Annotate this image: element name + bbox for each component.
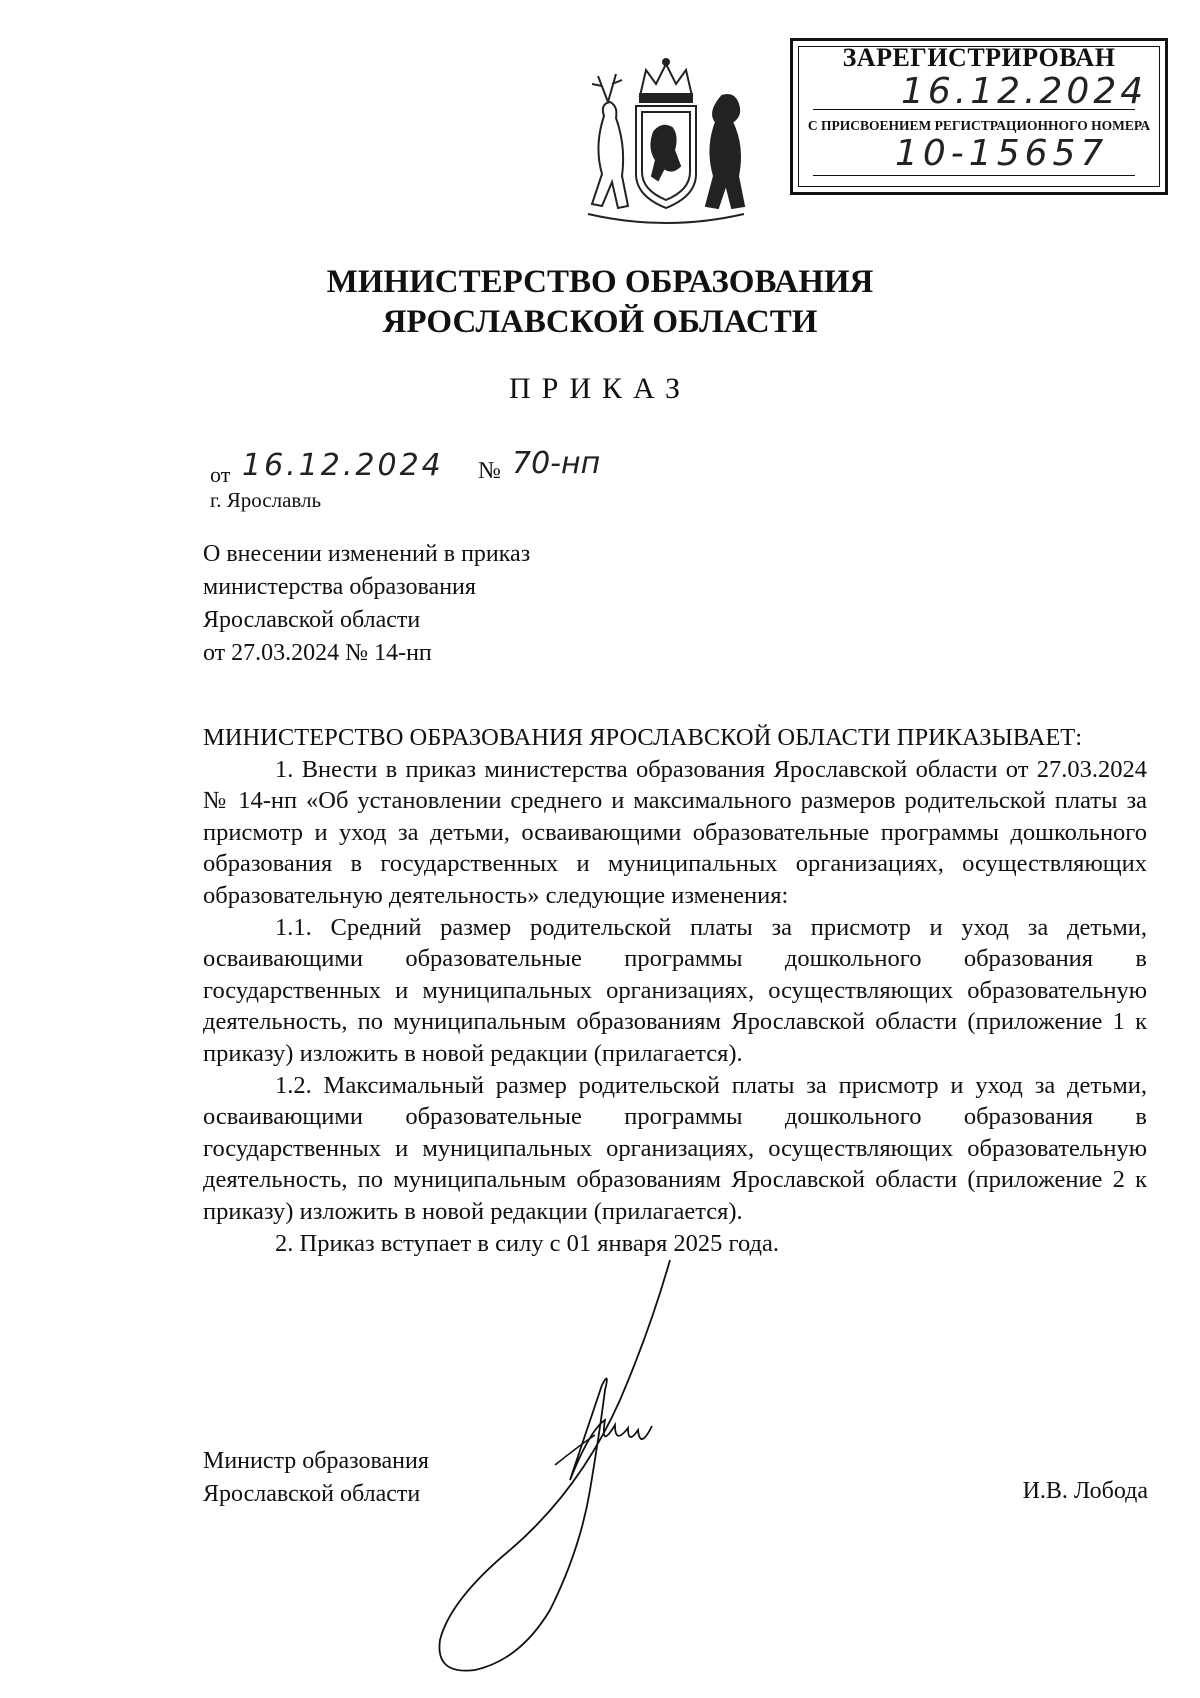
stamp-reg-number: 10-15657	[895, 133, 1109, 174]
number-label: №	[478, 458, 501, 484]
stamp-subtitle: С ПРИСВОЕНИЕМ РЕГИСТРАЦИОННОГО НОМЕРА	[807, 118, 1151, 133]
signatory-name: И.В. Лобода	[1022, 1478, 1148, 1504]
order-number: 70-нп	[512, 446, 601, 481]
signatory-position-line: Министр образования	[203, 1448, 429, 1474]
ministry-name-line2: ЯРОСЛАВСКОЙ ОБЛАСТИ	[382, 304, 818, 340]
handwritten-signature	[430, 1250, 850, 1680]
clause-1: 1. Внести в приказ министерства образования Ярославской области от 27.03.2024 № 14-нп «Об установлении среднего и максимального размеров родительской платы за присмотр и уход за детьми, осваивающими образовательные программы дошкольного образования в государственных и муниципальных организациях, осуществляющих образовательную деятельность» следующие изменения:	[203, 755, 1147, 909]
subject-line: от 27.03.2024 № 14-нп	[203, 640, 432, 666]
stamp-divider	[813, 175, 1135, 176]
stamp-title: ЗАРЕГИСТРИРОВАН	[842, 43, 1116, 72]
clause-1-2: 1.2. Максимальный размер родительской платы за присмотр и уход за детьми, осваивающими образовательные программы дошкольного образования в государственных и муниципальных организациях, осуществляющих образовательную деятельность, по муниципальным образованиям Ярославской области (приложение 2 к приказу) изложить в новой редакции (прилагается).	[203, 1071, 1147, 1225]
subject-line: О внесении изменений в приказ	[203, 541, 531, 567]
order-body	[203, 722, 1147, 1259]
registration-stamp	[790, 38, 1168, 195]
order-subject	[203, 538, 530, 670]
ministry-name-line1: МИНИСТЕРСТВО ОБРАЗОВАНИЯ	[326, 264, 874, 300]
preamble: МИНИСТЕРСТВО ОБРАЗОВАНИЯ ЯРОСЛАВСКОЙ ОБЛАСТИ ПРИКАЗЫВАЕТ:	[203, 724, 1083, 751]
city: г. Ярославль	[210, 488, 322, 512]
signatory-position-line: Ярославской области	[203, 1481, 421, 1507]
subject-line: Ярославской области	[203, 607, 421, 633]
subject-line: министерства образования	[203, 574, 476, 600]
document-type: ПРИКАЗ	[509, 372, 691, 405]
coat-of-arms-icon	[578, 56, 754, 234]
clause-2: 2. Приказ вступает в силу с 01 января 2025 года.	[275, 1229, 780, 1257]
signatory-position	[203, 1445, 429, 1511]
order-date: 16.12.2024	[242, 448, 444, 483]
stamp-date: 16.12.2024	[901, 71, 1148, 112]
stamp-divider	[813, 109, 1135, 110]
date-prefix: от	[210, 462, 231, 487]
clause-1-1: 1.1. Средний размер родительской платы за присмотр и уход за детьми, осваивающими образовательные программы дошкольного образования в государственных и муниципальных организациях, осуществляющих образовательную деятельность, по муниципальным образованиям Ярославской области (приложение 1 к приказу) изложить в новой редакции (прилагается).	[203, 913, 1147, 1067]
